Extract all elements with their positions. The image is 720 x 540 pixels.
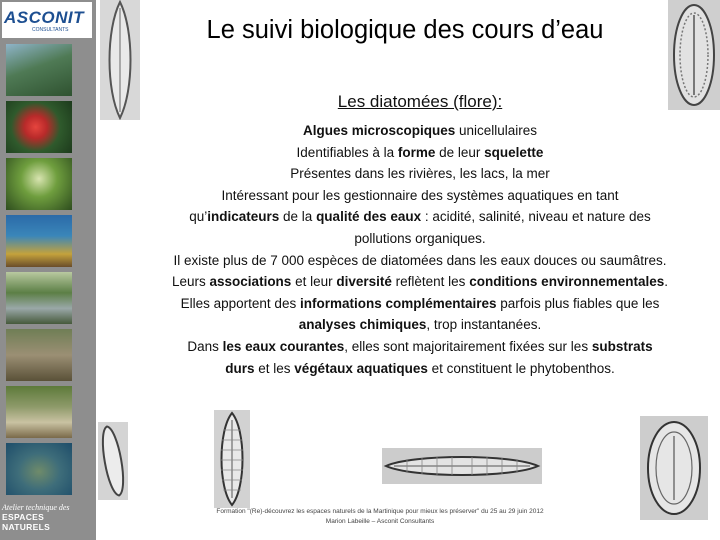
bold-text: Algues microscopiques [302,123,456,138]
bold-text: informations complémentaires [299,295,497,311]
bold-text: conditions environnementales [469,274,665,290]
text: qu’ [189,209,208,225]
bold-text: indicateurs [207,209,280,225]
bold-text: durs [225,360,255,376]
bold-text: forme [397,144,436,160]
body-line [120,358,720,380]
body-text [120,120,720,379]
bold-text: substrats [591,338,653,354]
bold-text: squelette [484,144,544,160]
bold-text: associations [209,274,292,290]
text: reflètent les [391,274,470,290]
bold-text: végétaux aquatiques [294,360,428,376]
river-photo [6,272,72,324]
diatom-image-bottom-4 [640,416,708,520]
sea-turtle-photo [6,443,72,495]
text: Dans [187,338,223,354]
text: et les [254,360,295,376]
coral-reef-photo [6,215,72,267]
footer [150,507,610,527]
iguana-photo [6,329,72,381]
red-flower-photo [6,101,72,153]
boardwalk-photo [6,386,72,438]
body-line [120,271,720,293]
body-line [120,293,720,315]
body-line [120,142,720,164]
bold-text: diversité [336,274,392,290]
body-line: Intéressant pour les gestionnaire des systèmes aquatiques en tant [221,187,619,203]
body-line [120,336,720,358]
forest-photo [6,158,72,210]
text: Identifiables à la [296,144,398,160]
bold-text: les eaux courantes [222,338,345,354]
slide-title: Le suivi biologique des cours d’eau [206,16,604,44]
text: parfois plus fiables que les [496,295,660,311]
diatom-image-top-left [100,0,140,120]
text: . [664,274,668,290]
text: et constituent le phytobenthos. [427,360,615,376]
text: de la [279,209,317,225]
footer-line1: Formation "(Re)-découvrez les espaces naturels de la Martinique pour mieux les préserver" du 25 au 29 juin 2012 [216,508,544,515]
body-line [120,314,720,336]
slide-subtitle: Les diatomées (flore): [337,92,503,111]
body-line [120,120,720,142]
body-line: Présentes dans les rivières, les lacs, la mer [290,166,550,182]
text: , elles sont majoritairement fixées sur les [344,338,592,354]
text: Leurs [172,274,210,290]
atelier-line1: Atelier technique des [2,503,70,512]
atelier-line2: ESPACES NATURELS [2,512,51,532]
text: , trop instantanées. [426,317,542,333]
logo-text: ASCONIT [4,8,84,27]
footer-line2: Marion Labeille – Asconit Consultants [325,518,435,525]
left-sidebar [0,0,96,540]
asconit-logo [2,2,92,38]
coast-photo [6,44,72,96]
logo-subtitle: CONSULTANTS [32,27,69,33]
bold-text: analyses chimiques [298,317,427,333]
text: : acidité, salinité, niveau et nature des [421,209,651,225]
diatom-image-bottom-1 [98,422,128,500]
body-line: pollutions organiques. [354,230,486,246]
diatom-image-top-right [668,0,720,110]
diatom-image-bottom-2 [214,410,250,508]
body-line [120,206,720,228]
atelier-logo [2,503,94,532]
text: Elles apportent des [180,295,300,311]
bold-text: qualité des eaux [316,209,422,225]
text: de leur [435,144,485,160]
text: et leur [291,274,337,290]
text: unicellulaires [455,123,538,138]
body-line: Il existe plus de 7 000 espèces de diatomées dans les eaux douces ou saumâtres. [173,252,667,268]
diatom-image-bottom-3 [382,448,542,484]
